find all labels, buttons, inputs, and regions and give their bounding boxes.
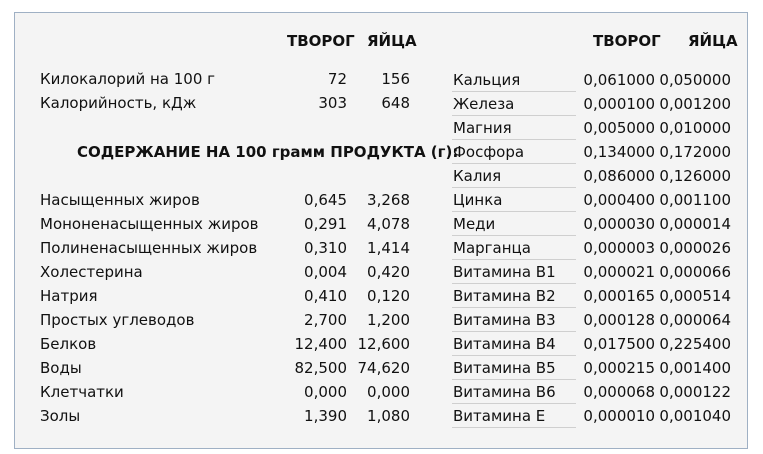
left-row-eggs: 4,078: [367, 215, 410, 233]
right-row-eggs: 0,000014: [659, 215, 731, 233]
right-row-label: Витамина B2: [453, 287, 556, 305]
left-row-label: Мононенасыщенных жиров: [40, 215, 259, 233]
right-row-label: Калия: [453, 167, 502, 185]
left-energy-label: Калорийность, кДж: [40, 94, 197, 112]
left-row-eggs: 0,000: [367, 383, 410, 401]
right-row-divider: [452, 427, 576, 428]
right-row-eggs: 0,000514: [659, 287, 731, 305]
right-row-eggs: 0,000122: [659, 383, 731, 401]
right-row-divider: [452, 403, 576, 404]
left-row-label: Воды: [40, 359, 82, 377]
right-row-eggs: 0,000066: [659, 263, 731, 281]
right-row-label: Меди: [453, 215, 496, 233]
left-row-label: Золы: [40, 407, 81, 425]
right-row-divider: [452, 331, 576, 332]
right-row-tvorog: 0,000400: [583, 191, 655, 209]
right-row-tvorog: 0,061000: [583, 71, 655, 89]
right-row-eggs: 0,225400: [659, 335, 731, 353]
right-row-divider: [452, 115, 576, 116]
right-row-tvorog: 0,000003: [583, 239, 655, 257]
right-row-label: Цинка: [453, 191, 503, 209]
left-row-tvorog: 0,410: [304, 287, 347, 305]
right-row-divider: [452, 139, 576, 140]
left-row-tvorog: 0,645: [304, 191, 347, 209]
right-row-label: Кальция: [453, 71, 521, 89]
left-energy-label: Килокалорий на 100 г: [40, 70, 216, 88]
left-row-tvorog: 0,310: [304, 239, 347, 257]
left-row-tvorog: 12,400: [294, 335, 347, 353]
left-row-label: Насыщенных жиров: [40, 191, 200, 209]
right-row-label: Марганца: [453, 239, 531, 257]
right-row-eggs: 0,001040: [659, 407, 731, 425]
right-row-tvorog: 0,000030: [583, 215, 655, 233]
left-row-eggs: 1,080: [367, 407, 410, 425]
right-row-label: Витамина E: [453, 407, 546, 425]
right-row-eggs: 0,001100: [659, 191, 731, 209]
right-row-label: Витамина B6: [453, 383, 556, 401]
right-row-eggs: 0,001200: [659, 95, 731, 113]
right-row-tvorog: 0,000100: [583, 95, 655, 113]
right-row-eggs: 0,172000: [659, 143, 731, 161]
right-header-eggs: ЯЙЦА: [688, 32, 738, 50]
left-row-eggs: 1,414: [367, 239, 410, 257]
left-row-eggs: 12,600: [357, 335, 410, 353]
right-row-label: Фосфора: [453, 143, 525, 161]
left-row-tvorog: 1,390: [304, 407, 347, 425]
section-title: СОДЕРЖАНИЕ НА 100 грамм ПРОДУКТА (г):: [77, 143, 459, 161]
right-row-label: Витамина B3: [453, 311, 556, 329]
right-row-label: Витамина B5: [453, 359, 556, 377]
right-row-divider: [452, 211, 576, 212]
left-row-label: Клетчатки: [40, 383, 124, 401]
left-row-tvorog: 0,004: [304, 263, 347, 281]
right-row-divider: [452, 187, 576, 188]
left-row-label: Полиненасыщенных жиров: [40, 239, 258, 257]
left-row-label: Холестерина: [40, 263, 143, 281]
left-row-tvorog: 0,291: [304, 215, 347, 233]
right-row-label: Магния: [453, 119, 512, 137]
right-row-eggs: 0,126000: [659, 167, 731, 185]
left-energy-eggs: 648: [381, 94, 410, 112]
right-row-divider: [452, 235, 576, 236]
right-row-tvorog: 0,000165: [583, 287, 655, 305]
left-row-label: Белков: [40, 335, 97, 353]
right-row-tvorog: 0,005000: [583, 119, 655, 137]
right-row-eggs: 0,010000: [659, 119, 731, 137]
right-header-tvorog: ТВОРОГ: [593, 32, 661, 50]
left-header-eggs: ЯЙЦА: [367, 32, 417, 50]
right-row-tvorog: 0,000128: [583, 311, 655, 329]
right-row-label: Витамина B4: [453, 335, 556, 353]
left-header-tvorog: ТВОРОГ: [287, 32, 355, 50]
left-row-eggs: 0,420: [367, 263, 410, 281]
right-row-tvorog: 0,086000: [583, 167, 655, 185]
right-row-tvorog: 0,000068: [583, 383, 655, 401]
left-row-label: Простых углеводов: [40, 311, 195, 329]
left-row-label: Натрия: [40, 287, 98, 305]
left-energy-tvorog: 303: [318, 94, 347, 112]
right-row-tvorog: 0,000215: [583, 359, 655, 377]
left-row-eggs: 74,620: [357, 359, 410, 377]
right-row-eggs: 0,000026: [659, 239, 731, 257]
right-row-label: Витамина B1: [453, 263, 556, 281]
left-row-tvorog: 0,000: [304, 383, 347, 401]
left-row-eggs: 1,200: [367, 311, 410, 329]
right-row-divider: [452, 91, 576, 92]
left-energy-tvorog: 72: [327, 70, 347, 88]
right-row-divider: [452, 307, 576, 308]
right-row-divider: [452, 259, 576, 260]
left-row-eggs: 3,268: [367, 191, 410, 209]
right-row-tvorog: 0,017500: [583, 335, 655, 353]
right-row-divider: [452, 379, 576, 380]
left-energy-eggs: 156: [381, 70, 410, 88]
left-row-tvorog: 2,700: [304, 311, 347, 329]
right-row-eggs: 0,050000: [659, 71, 731, 89]
right-row-divider: [452, 355, 576, 356]
left-row-tvorog: 82,500: [294, 359, 347, 377]
right-row-eggs: 0,000064: [659, 311, 731, 329]
left-row-eggs: 0,120: [367, 287, 410, 305]
right-row-label: Железа: [453, 95, 515, 113]
right-row-tvorog: 0,134000: [583, 143, 655, 161]
right-row-eggs: 0,001400: [659, 359, 731, 377]
right-row-divider: [452, 163, 576, 164]
right-row-tvorog: 0,000021: [583, 263, 655, 281]
right-row-divider: [452, 283, 576, 284]
right-row-tvorog: 0,000010: [583, 407, 655, 425]
